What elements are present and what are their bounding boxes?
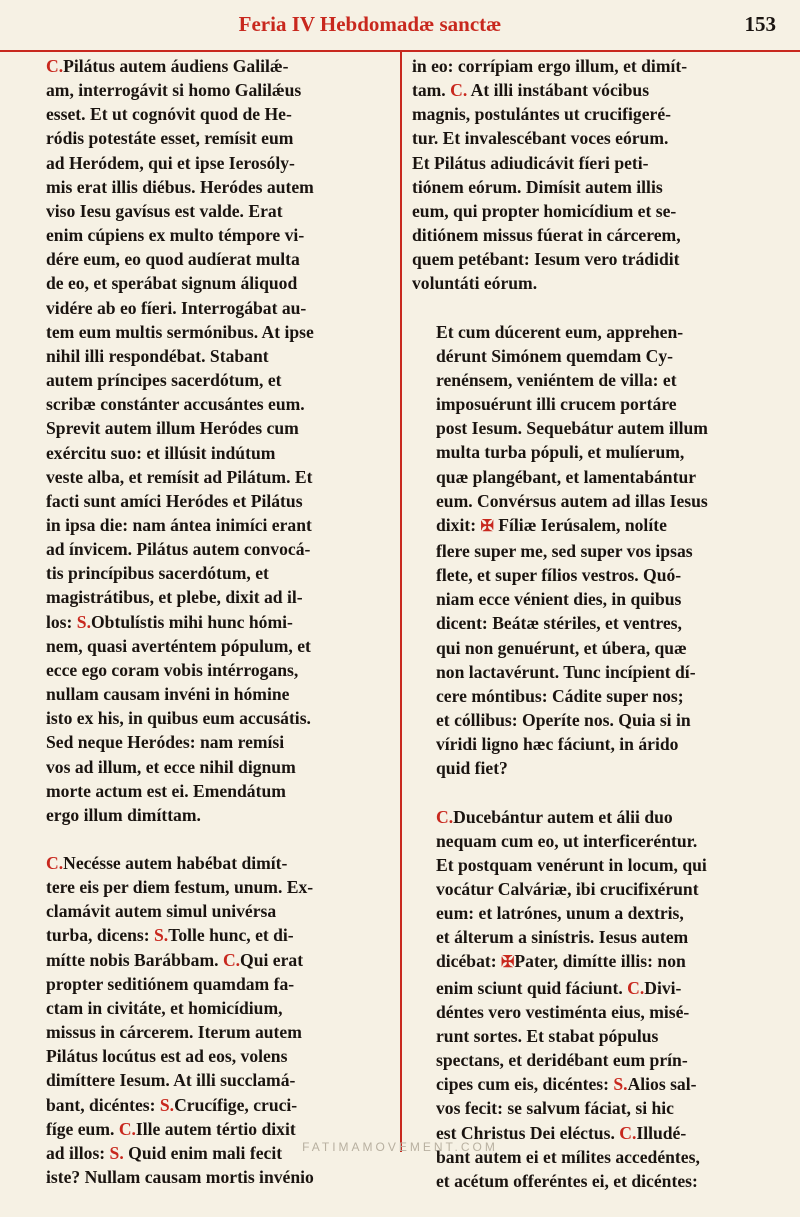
cross-symbol-icon: ✠ — [480, 517, 494, 535]
text-line — [412, 756, 784, 780]
text-segment: mis erat illis diébus. Heródes autem — [46, 176, 314, 197]
paragraph — [412, 805, 784, 1194]
text-segment: morte actum est ei. Emendátum — [46, 780, 286, 801]
text-segment: Pilátus autem áudiens Galilǽ- — [63, 56, 289, 76]
text-segment: autem príncipes sacerdótum, et — [46, 370, 282, 391]
text-segment: enim sciunt quid fáciunt. — [436, 977, 628, 998]
text-segment: clamávit autem simul univérsa — [46, 901, 277, 922]
text-line — [22, 247, 390, 271]
text-line — [412, 344, 784, 368]
text-line — [22, 102, 390, 126]
text-line — [412, 223, 784, 247]
text-segment: vidére ab eo fíeri. Interrogábat au- — [46, 297, 307, 318]
text-line — [412, 102, 784, 126]
rubric-marker: C. — [627, 977, 645, 998]
watermark: FATIMAMOVEMENT.COM — [302, 1140, 498, 1154]
text-line — [22, 1093, 390, 1117]
text-segment: tere eis per diem festum, unum. Ex- — [46, 877, 314, 898]
text-line — [412, 1169, 784, 1193]
text-line — [412, 392, 784, 416]
text-line — [22, 126, 390, 150]
text-segment: dérunt Simónem quemdam Cy- — [436, 345, 674, 366]
text-line — [22, 706, 390, 730]
text-segment: Sprevit autem illum Heródes cum — [46, 418, 299, 439]
text-line — [22, 199, 390, 223]
text-segment: vocátur Calváriæ, ibi crucifixérunt — [436, 879, 699, 899]
text-segment: Pater, dimítte illis: non — [514, 951, 686, 972]
text-line — [22, 634, 390, 658]
text-line — [22, 296, 390, 320]
text-line — [22, 223, 390, 247]
text-line — [412, 877, 784, 901]
rubric-marker: C. — [46, 853, 64, 873]
text-line — [22, 1165, 390, 1189]
text-line — [22, 78, 390, 102]
paragraph — [412, 54, 784, 296]
text-line — [412, 465, 784, 489]
text-line — [22, 803, 390, 827]
text-line — [412, 440, 784, 464]
text-segment: cere móntibus: Cádite super nos; — [436, 685, 684, 706]
text-segment: ditiónem missus fúerat in cárcerem, — [412, 225, 681, 246]
text-segment: et álterum a sinístris. Iesus autem — [436, 927, 689, 948]
text-segment: in eo: corrípiam ergo illum, et dimít- — [412, 56, 688, 76]
text-line — [412, 949, 784, 975]
text-segment: de eo, et sperábat signum áliquod — [46, 273, 298, 294]
text-segment: turba, dicens: — [46, 925, 155, 946]
text-line — [22, 899, 390, 923]
text-segment: Sed neque Heródes: nam remísi — [46, 732, 285, 753]
text-line — [22, 561, 390, 585]
text-line — [412, 853, 784, 877]
text-segment: ródis potestáte esset, remísit eum — [46, 128, 294, 149]
text-segment: dicent: Beátæ stériles, et ventres, — [436, 613, 682, 634]
text-line — [412, 684, 784, 708]
text-segment: Qui erat — [240, 949, 304, 970]
paragraph — [412, 320, 784, 781]
text-segment: voluntáti eórum. — [412, 273, 538, 294]
text-segment: Et postquam venérunt in locum, qui — [436, 854, 707, 875]
right-column — [412, 54, 784, 1217]
text-line — [22, 948, 390, 972]
rubric-marker: C. — [619, 1122, 637, 1143]
text-segment: bant autem ei et mílites accedéntes, — [436, 1146, 700, 1167]
text-segment: runt sortes. Et stabat pópulus — [436, 1025, 659, 1046]
text-line — [22, 54, 390, 78]
text-segment: eum. Convérsus autem ad illas Iesus — [436, 490, 708, 511]
text-segment: Divi- — [644, 977, 682, 998]
text-line — [412, 805, 784, 829]
text-segment: nullam causam invéni in hómine — [46, 684, 290, 705]
text-segment: ctam in civitáte, et homicídium, — [46, 997, 283, 1018]
text-line — [22, 151, 390, 175]
text-line — [412, 732, 784, 756]
rubric-marker: C. — [222, 949, 241, 970]
page-title: Feria IV Hebdomadæ sanctæ — [238, 12, 502, 36]
text-line — [412, 587, 784, 611]
text-line — [22, 585, 390, 609]
text-segment: víridi ligno hæc fáciunt, in árido — [436, 734, 679, 755]
text-segment: Tolle hunc, et di- — [168, 925, 294, 946]
text-line — [412, 489, 784, 513]
text-line — [412, 660, 784, 684]
left-column — [22, 54, 390, 1213]
text-line — [22, 658, 390, 682]
text-line — [22, 465, 390, 489]
text-segment: bant, dicéntes: — [46, 1094, 160, 1115]
text-segment: ad illos: — [46, 1142, 110, 1163]
text-segment: quæ plangébant, et lamentabántur — [436, 466, 697, 487]
rubric-marker: C. — [436, 806, 454, 827]
text-segment: eum: et latrónes, unum a dextris, — [436, 903, 684, 924]
page-number: 153 — [744, 12, 776, 36]
text-line — [412, 271, 784, 295]
text-segment: dére eum, eo quod audíerat multa — [46, 249, 300, 270]
rubric-marker: C. — [118, 1118, 136, 1139]
text-segment: vos ad illum, et ecce nihil dignum — [46, 756, 296, 777]
text-segment: esset. Et ut cognóvit quod de He- — [46, 104, 292, 125]
text-segment: los: — [46, 611, 77, 632]
text-line — [22, 513, 390, 537]
text-segment: eum, qui propter homicídium et se- — [412, 200, 677, 221]
text-line — [22, 368, 390, 392]
text-segment: Et cum dúcerent eum, apprehen- — [436, 321, 684, 342]
text-segment: non lactavérunt. Tunc incípient dí- — [436, 661, 696, 682]
text-segment: iste? Nullam causam mortis invénio — [46, 1167, 314, 1188]
text-segment: missus in cárcerem. Iterum autem — [46, 1022, 302, 1043]
text-line — [412, 708, 784, 732]
cross-symbol-icon: ✠ — [501, 954, 515, 972]
text-line — [412, 78, 784, 102]
text-line — [22, 1117, 390, 1141]
text-segment: magnis, postulántes ut crucifigeré- — [412, 104, 671, 125]
paragraph — [22, 54, 390, 827]
text-line — [22, 416, 390, 440]
text-line — [412, 199, 784, 223]
text-line — [412, 416, 784, 440]
text-line — [412, 126, 784, 150]
text-line — [412, 320, 784, 344]
text-segment: Fíliæ Ierúsalem, nolíte — [493, 514, 667, 535]
text-segment: fíge eum. — [46, 1118, 119, 1139]
text-segment: imposuérunt illi crucem portáre — [436, 394, 677, 415]
text-segment: propter seditiónem quamdam fa- — [46, 973, 295, 994]
text-segment: magistrátibus, et plebe, dixit ad il- — [46, 587, 303, 608]
text-segment: in ipsa die: nam ántea inimíci erant — [46, 514, 312, 535]
text-segment: mítte nobis Barábbam. — [46, 949, 223, 970]
text-segment: tiónem eórum. Dimísit autem illis — [412, 176, 663, 197]
text-segment: quid fiet? — [436, 758, 508, 779]
text-segment: renénsem, veniéntem de villa: et — [436, 369, 677, 390]
text-segment: niam ecce vénient dies, in quibus — [436, 589, 682, 610]
text-segment: tis princípibus sacerdótum, et — [46, 563, 269, 584]
text-segment: ecce ego coram vobis intérrogans, — [46, 659, 299, 680]
text-line — [22, 682, 390, 706]
text-line — [22, 972, 390, 996]
text-segment: multa turba pópuli, et mulíerum, — [436, 442, 685, 463]
text-segment: Necésse autem habébat dimít- — [63, 853, 288, 873]
text-line — [22, 489, 390, 513]
text-segment: cipes cum eis, dicéntes: — [436, 1074, 614, 1095]
text-segment: Obtulístis mihi hunc hómi- — [90, 611, 293, 632]
text-line — [22, 779, 390, 803]
text-line — [412, 976, 784, 1000]
text-segment: am, interrogávit si homo Galilǽus — [46, 80, 302, 101]
text-segment: tur. Et invalescébant voces eórum. — [412, 128, 669, 149]
text-segment: Illudé- — [636, 1122, 687, 1143]
rubric-marker: S. — [109, 1142, 124, 1163]
text-line — [22, 755, 390, 779]
text-line — [22, 1044, 390, 1068]
text-segment: qui non genuérunt, et úbera, quæ — [436, 637, 687, 658]
text-segment: dixit: — [436, 514, 481, 535]
text-segment: vos fecit: se salvum fáciat, si hic — [436, 1098, 674, 1119]
text-segment: veste alba, et remísit ad Pilátum. Et — [46, 466, 313, 487]
text-segment: quem petébant: Iesum vero trádidit — [412, 249, 680, 270]
text-segment: flete, et super fílios vestros. Quó- — [436, 565, 682, 586]
text-segment: tem eum multis sermónibus. At ipse — [46, 321, 314, 342]
text-line — [22, 875, 390, 899]
text-segment: Ducebántur autem et álii duo — [453, 806, 673, 827]
text-segment: ad Heródem, qui et ipse Ierosóly- — [46, 152, 295, 173]
text-segment: nequam cum eo, ut interficeréntur. — [436, 830, 698, 851]
text-line — [22, 320, 390, 344]
page-header — [0, 0, 800, 52]
text-line — [22, 923, 390, 947]
text-line — [22, 610, 390, 634]
text-segment: nihil illi respondébat. Stabant — [46, 345, 269, 366]
text-line — [412, 151, 784, 175]
text-segment: viso Iesu gavísus est valde. Erat — [46, 200, 283, 221]
text-segment: flere super me, sed super vos ipsas — [436, 540, 693, 561]
text-line — [412, 1096, 784, 1120]
text-line — [412, 1048, 784, 1072]
text-line — [22, 1068, 390, 1092]
text-segment: exércitu suo: et illúsit indútum — [46, 442, 276, 463]
text-segment: enim cúpiens ex multo témpore vi- — [46, 225, 305, 246]
text-segment: ad ínvicem. Pilátus autem convocá- — [46, 539, 311, 560]
text-segment: facti sunt amíci Heródes et Pilátus — [46, 490, 303, 511]
text-line — [412, 829, 784, 853]
text-segment: nem, quasi averténtem pópulum, et — [46, 635, 311, 656]
text-segment: scribæ constánter accusántes eum. — [46, 394, 305, 415]
text-segment: déntes vero vestiménta eius, misé- — [436, 1001, 690, 1022]
text-segment: post Iesum. Sequebátur autem illum — [436, 418, 708, 439]
rubric-marker: S. — [154, 925, 169, 946]
text-segment: ergo illum dimíttam. — [46, 804, 201, 825]
text-line — [22, 344, 390, 368]
text-line — [22, 1020, 390, 1044]
text-segment: Et Pilátus adiudicávit fíeri peti- — [412, 152, 649, 173]
rubric-marker: S. — [159, 1094, 175, 1115]
rubric-marker: S. — [613, 1074, 628, 1095]
text-line — [22, 730, 390, 754]
rubric-marker: C. — [450, 80, 468, 101]
rubric-marker: C. — [46, 56, 64, 76]
text-line — [22, 441, 390, 465]
text-segment: tam. — [412, 80, 451, 101]
text-segment: spectans, et deridébant eum prín- — [436, 1050, 688, 1071]
text-line — [412, 539, 784, 563]
text-line — [412, 636, 784, 660]
text-segment: Pilátus locútus est ad eos, volens — [46, 1046, 288, 1067]
text-segment: isto ex his, in quibus eum accusátis. — [46, 708, 311, 729]
text-line — [412, 1000, 784, 1024]
column-divider — [400, 52, 402, 1152]
text-line — [412, 901, 784, 925]
text-line — [412, 1072, 784, 1096]
text-line — [22, 392, 390, 416]
text-segment: Crucífige, cruci- — [174, 1094, 298, 1115]
paragraph — [22, 851, 390, 1189]
text-line — [412, 513, 784, 539]
text-line — [412, 611, 784, 635]
text-segment: dimíttere Iesum. At illi succlamá- — [46, 1070, 296, 1091]
text-segment: et acétum offeréntes ei, et dicéntes: — [436, 1170, 698, 1191]
text-line — [412, 563, 784, 587]
text-segment: et cóllibus: Operíte nos. Quia si in — [436, 710, 691, 731]
text-segment: Quid enim mali fecit — [123, 1142, 283, 1163]
text-line — [412, 175, 784, 199]
text-line — [22, 537, 390, 561]
text-line — [412, 247, 784, 271]
text-line — [412, 54, 784, 78]
text-line — [412, 368, 784, 392]
text-line — [22, 271, 390, 295]
text-line — [22, 996, 390, 1020]
text-segment: At illi instábant vócibus — [467, 80, 650, 101]
text-line — [412, 1024, 784, 1048]
text-segment: Alios sal- — [627, 1074, 697, 1095]
text-line — [22, 851, 390, 875]
text-line — [412, 925, 784, 949]
text-segment: dicébat: — [436, 951, 501, 972]
text-segment: est Christus Dei eléctus. — [436, 1122, 620, 1143]
text-line — [22, 175, 390, 199]
text-segment: Ille autem tértio dixit — [135, 1118, 296, 1139]
rubric-marker: S. — [76, 611, 91, 632]
